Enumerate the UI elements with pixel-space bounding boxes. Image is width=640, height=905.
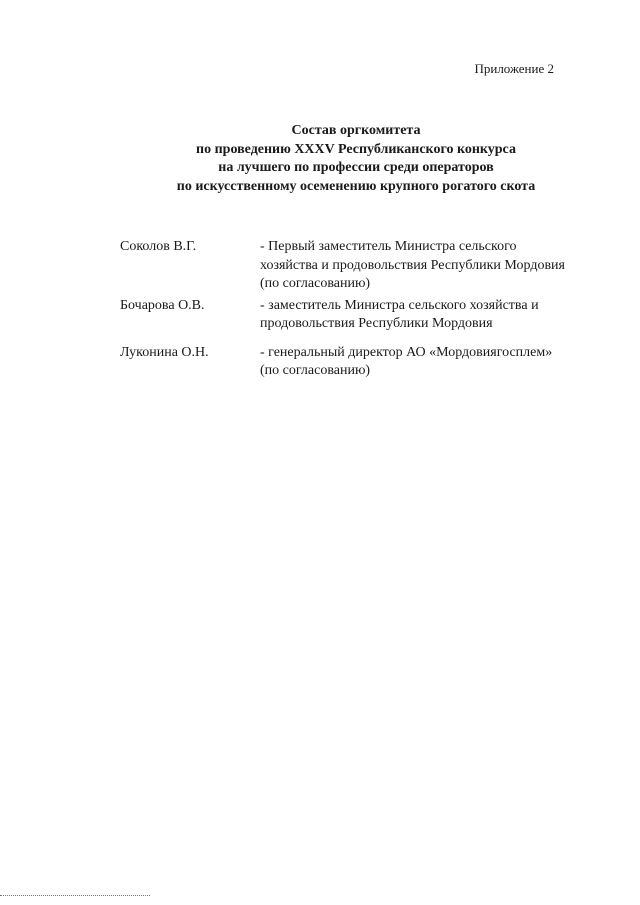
role-line: хозяйства и продовольствия Республики Мордовия [260, 257, 565, 273]
role-line: - генеральный директор АО «Мордовиягосплем» [260, 344, 553, 360]
role-line: - Первый заместитель Министра сельского [260, 239, 517, 254]
member-name: Соколов В.Г. [120, 239, 197, 254]
title-line: Состав оргкомитета [291, 123, 421, 138]
member-role [260, 344, 590, 381]
member-role [260, 238, 590, 294]
member-row [120, 344, 600, 381]
scan-edge-mark [0, 895, 150, 897]
member-name: Бочарова О.В. [120, 297, 205, 313]
member-row [120, 297, 600, 334]
member-name: Луконина О.Н. [120, 344, 209, 360]
title-line: по искусственному осеменению крупного рогатого скота [176, 178, 536, 194]
appendix-label: Приложение 2 [474, 61, 554, 76]
committee-members-list [120, 238, 600, 384]
member-row [120, 238, 600, 294]
role-line: (по согласованию) [260, 276, 371, 291]
committee-title [0, 122, 640, 196]
role-line: - заместитель Министра сельского хозяйства и [260, 297, 539, 313]
title-line: на лучшего по профессии среди операторов [218, 160, 494, 175]
title-line: по проведению XXXV Республиканского конкурса [196, 141, 516, 157]
role-line: продовольствия Республики Мордовия [260, 316, 493, 331]
member-role [260, 297, 590, 334]
role-line: (по согласованию) [260, 363, 371, 378]
